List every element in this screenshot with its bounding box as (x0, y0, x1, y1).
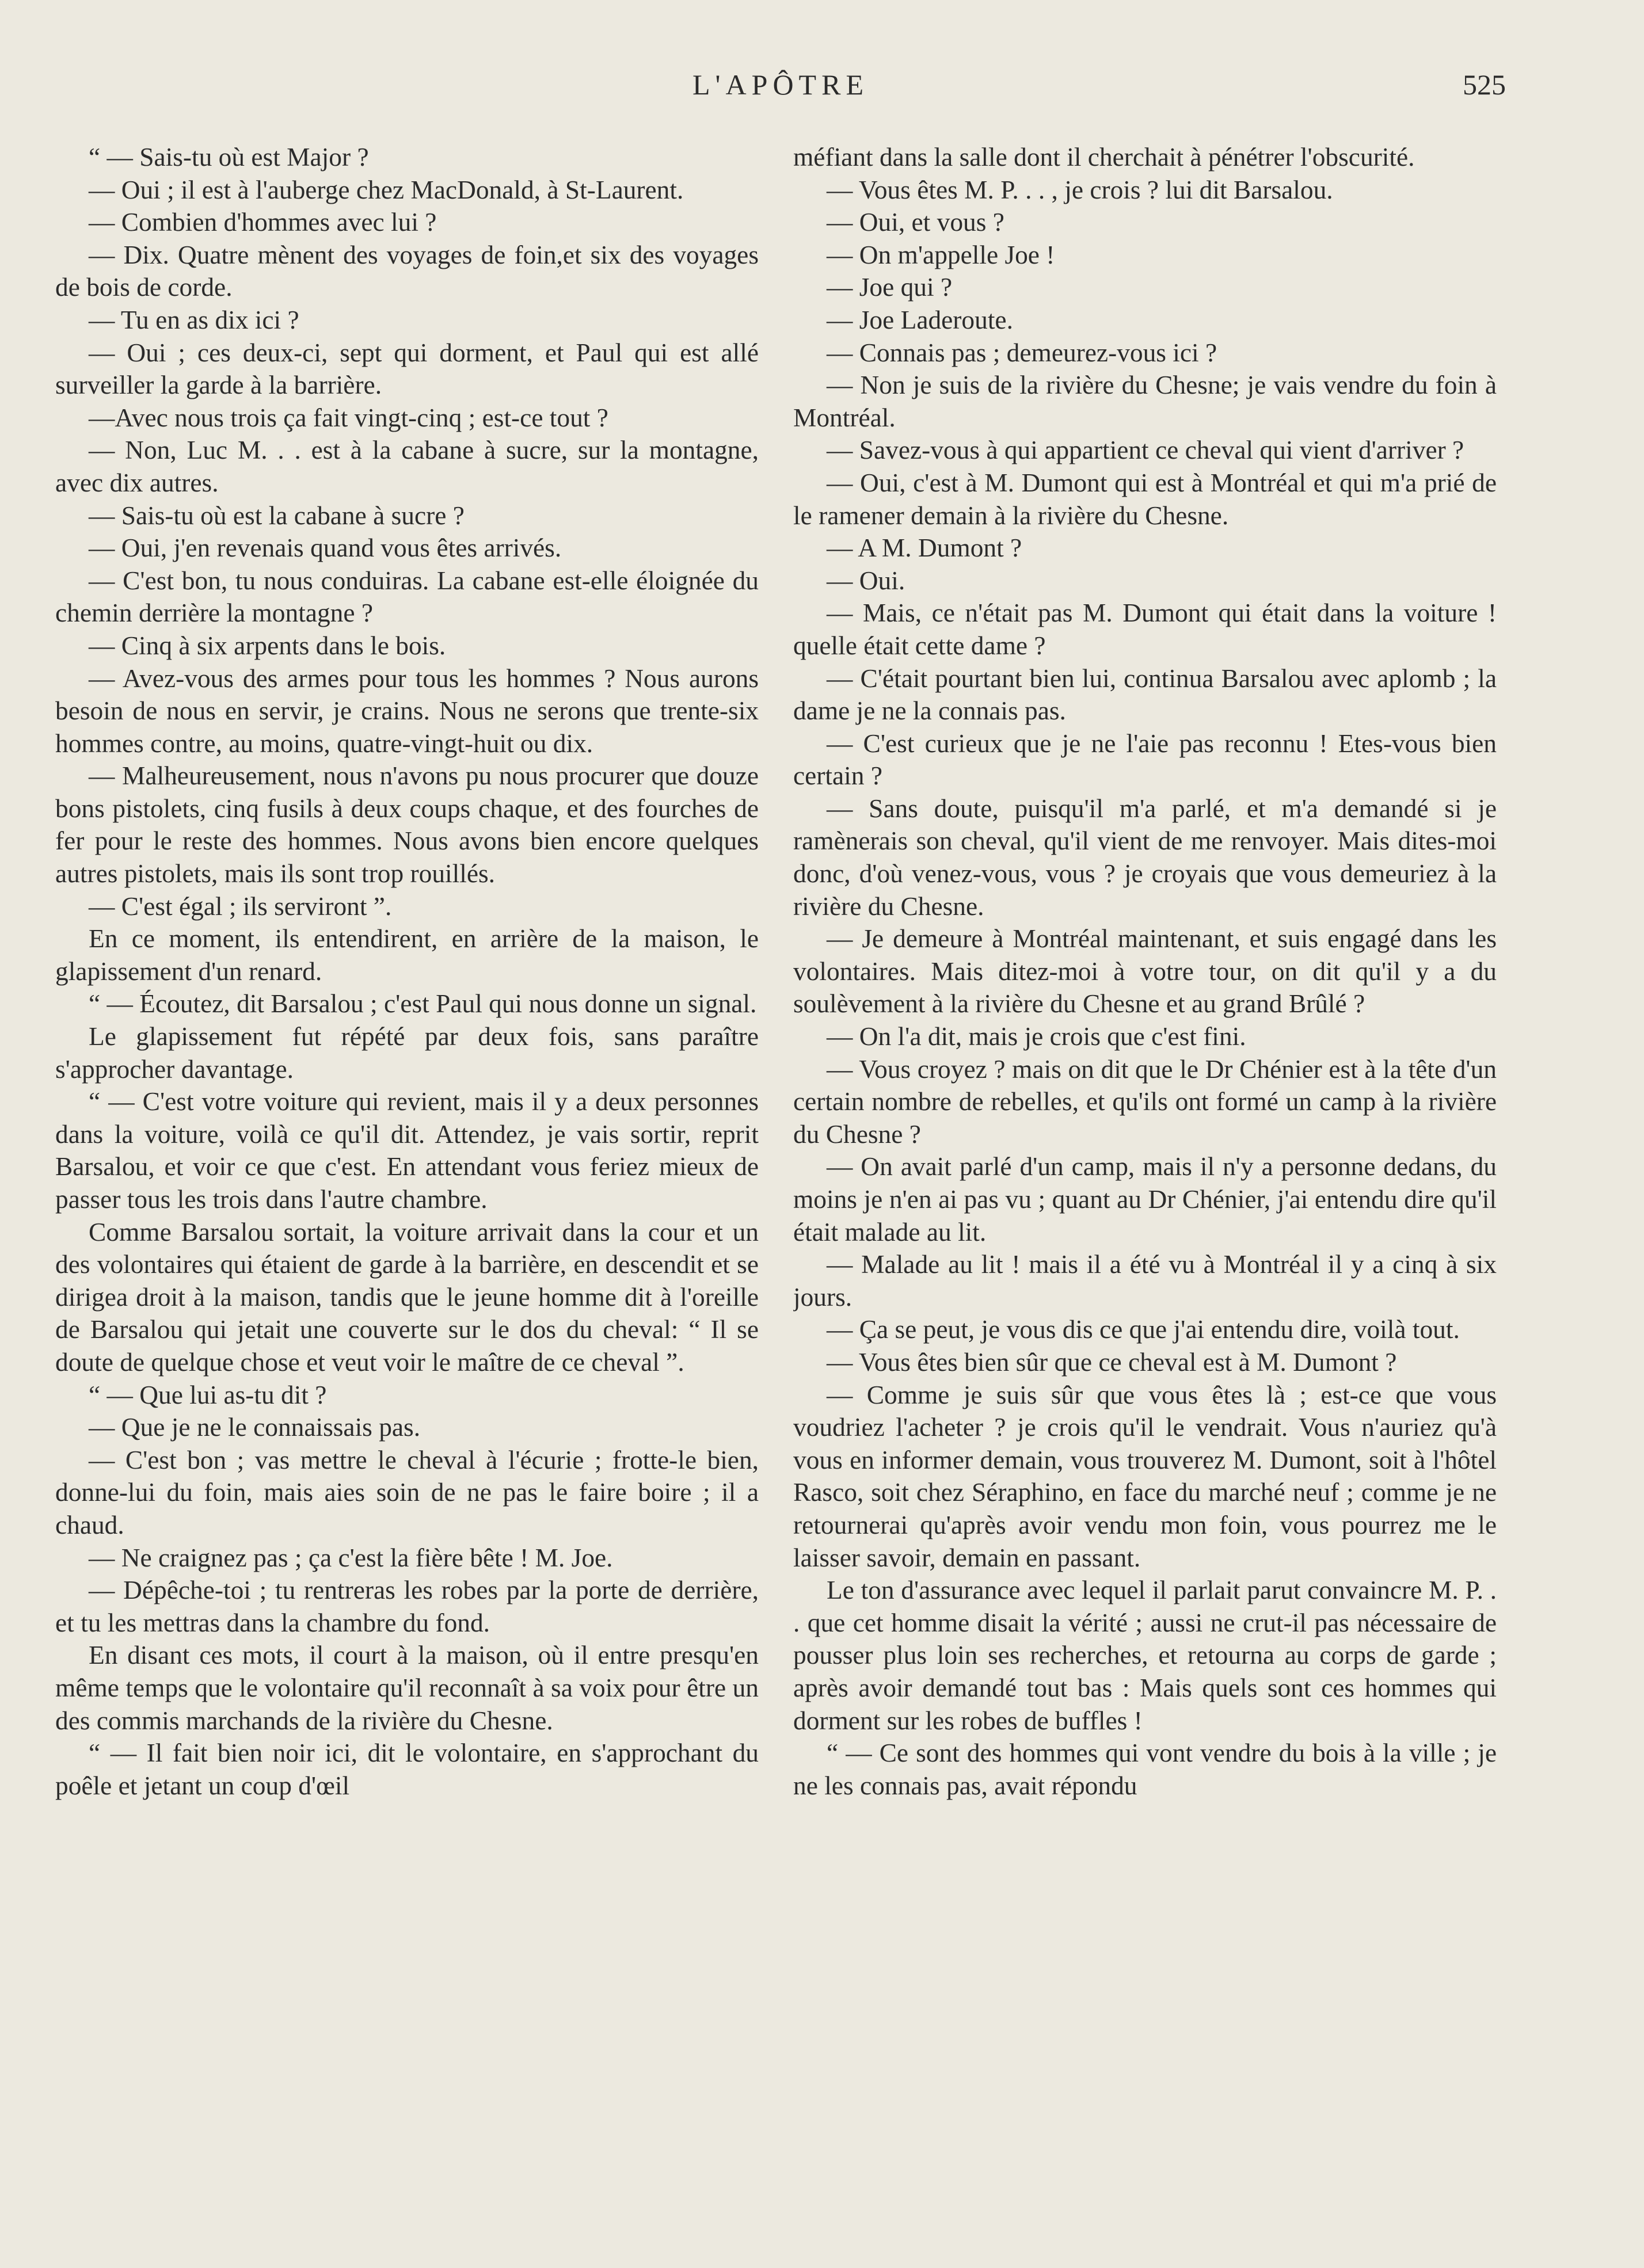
paragraph: — Non je suis de la rivière du Chesne; je vais vendre du foin à Montréal. (793, 371, 1497, 432)
paragraph: —Avec nous trois ça fait vingt-cinq ; est-ce tout ? (89, 403, 608, 432)
paragraph: — Que je ne le connaissais pas. (89, 1413, 421, 1442)
paragraph: Le glapissement fut répété par deux fois, sans paraître s'approcher davantage. (55, 1022, 759, 1084)
paragraph: — C'est bon, tu nous conduiras. La cabane est-elle éloignée du chemin derrière la montagne ? (55, 566, 759, 628)
right-column (793, 141, 1497, 2224)
paragraph: — On m'appelle Joe ! (827, 240, 1055, 269)
paragraph: — Sais-tu où est la cabane à sucre ? (89, 501, 465, 530)
paragraph: — C'était pourtant bien lui, continua Barsalou avec aplomb ; la dame je ne la connais pas. (793, 664, 1497, 726)
paragraph: — On l'a dit, mais je crois que c'est fini. (827, 1022, 1246, 1051)
paragraph: “ — Écoutez, dit Barsalou ; c'est Paul qui nous donne un signal. (89, 989, 757, 1019)
paragraph: En ce moment, ils entendirent, en arrière de la maison, le glapissement d'un renard. (55, 924, 759, 986)
paragraph: — Oui ; ces deux-ci, sept qui dorment, et Paul qui est allé surveiller la garde à la barrière. (55, 338, 759, 400)
paragraph: — Cinq à six arpents dans le bois. (89, 631, 446, 660)
paragraph: “ — C'est votre voiture qui revient, mais il y a deux personnes dans la voiture, voilà ce qu'il dit. Attendez, je vais sortir, reprit Barsalou, et voir ce que c'est. En attendant vous feriez mieux de passer tous les trois dans l'autre chambre. (55, 1087, 759, 1214)
paragraph: Le ton d'assurance avec lequel il parlait parut convaincre M. P. . . que cet homme disait la vérité ; aussi ne crut-il pas nécessaire de pousser plus loin ses recherches, et retourna au corps de garde ; après avoir demandé tout bas : Mais quels sont ces hommes qui dorment sur les robes de buffles ! (793, 1576, 1497, 1735)
paragraph: — Dépêche-toi ; tu rentreras les robes par la porte de derrière, et tu les mettras dans la chambre du fond. (55, 1576, 759, 1637)
paragraph: — C'est égal ; ils serviront ”. (89, 891, 392, 921)
paragraph: — Oui. (827, 566, 905, 595)
paragraph: — Joe Laderoute. (827, 305, 1013, 334)
left-column (55, 141, 759, 2224)
paragraph: “ — Sais-tu où est Major ? (89, 143, 369, 171)
paragraph: — Je demeure à Montréal maintenant, et suis engagé dans les volontaires. Mais ditez-moi à votre tour, on dit qu'il y a du soulèvement à la rivière du Chesne et au grand Brûlé ? (793, 924, 1497, 1019)
paragraph: — A M. Dumont ? (827, 533, 1022, 563)
paragraph: — Avez-vous des armes pour tous les hommes ? Nous aurons besoin de nous en servir, je crains. Nous ne serons que trente-six hommes contre, au moins, quatre-vingt-huit ou dix. (55, 664, 759, 758)
paragraph: — Vous êtes M. P. . . , je crois ? lui dit Barsalou. (827, 175, 1333, 204)
paragraph: — Dix. Quatre mènent des voyages de foin,et six des voyages de bois de corde. (55, 240, 759, 302)
paragraph: — Oui, c'est à M. Dumont qui est à Montréal et qui m'a prié de le ramener demain à la rivière du Chesne. (793, 468, 1497, 530)
paragraph: — C'est curieux que je ne l'aie pas reconnu ! Etes-vous bien certain ? (793, 729, 1497, 791)
paragraph: — Comme je suis sûr que vous êtes là ; est-ce que vous voudriez l'acheter ? je crois qu'il le vendrait. Vous n'auriez qu'à vous en informer demain, vous trouverez M. Dumont, soit à l'hôtel Rasco, soit chez Séraphino, en face du marché neuf ; comme je ne retournerai qu'après avoir vendu mon foin, vous pourrez me le laisser savoir, demain en passant. (793, 1380, 1497, 1572)
paragraph: — Vous êtes bien sûr que ce cheval est à M. Dumont ? (827, 1347, 1397, 1377)
paragraph: — Malheureusement, nous n'avons pu nous procurer que douze bons pistolets, cinq fusils à deux coups chaque, et des fourches de fer pour le reste des hommes. Nous avons bien encore quelques autres pistolets, mais ils sont trop rouillés. (55, 761, 759, 889)
paragraph: — Vous croyez ? mais on dit que le Dr Chénier est à la tête d'un certain nombre de rebelles, et qu'ils ont formé un camp à la rivière du Chesne ? (793, 1054, 1497, 1149)
paragraph: Comme Barsalou sortait, la voiture arrivait dans la cour et un des volontaires qui étaient de garde à la barrière, en descendit et se dirigea droit à la maison, tandis que le jeune homme dit à l'oreille de Barsalou qui jetait une couverte sur le dos du cheval: “ Il se doute de quelque chose et veut voir le maître de ce cheval ”. (55, 1217, 759, 1377)
paragraph: “ — Que lui as-tu dit ? (89, 1380, 327, 1409)
paragraph: — Non, Luc M. . . est à la cabane à sucre, sur la montagne, avec dix autres. (55, 436, 759, 497)
paragraph: — Ça se peut, je vous dis ce que j'ai entendu dire, voilà tout. (827, 1315, 1460, 1344)
paragraph: — Oui, et vous ? (827, 208, 1004, 237)
paragraph: — Combien d'hommes avec lui ? (89, 208, 437, 237)
paragraph: — Sans doute, puisqu'il m'a parlé, et m'a demandé si je ramènerais son cheval, qu'il vient de me renvoyer. Mais dites-moi donc, d'où venez-vous, vous ? je croyais que vous demeuriez à la rivière du Chesne. (793, 794, 1497, 921)
paragraph: “ — Ce sont des hommes qui vont vendre du bois à la ville ; je ne les connais pas, avait répondu (793, 1739, 1497, 1800)
paragraph-continued: méfiant dans la salle dont il cherchait à pénétrer l'obscurité. (793, 143, 1415, 171)
paragraph: — Connais pas ; demeurez-vous ici ? (827, 338, 1217, 367)
paragraph: — Oui, j'en revenais quand vous êtes arrivés. (89, 533, 562, 563)
paragraph: — Malade au lit ! mais il a été vu à Montréal il y a cinq à six jours. (793, 1250, 1497, 1312)
paragraph: — Tu en as dix ici ? (89, 305, 299, 334)
paragraph: — On avait parlé d'un camp, mais il n'y a personne dedans, du moins je n'en ai pas vu ; quant au Dr Chénier, j'ai entendu dire qu'il était malade au lit. (793, 1152, 1497, 1247)
paragraph: — Ne craignez pas ; ça c'est la fière bête ! M. Joe. (89, 1543, 613, 1572)
page-number: 525 (1463, 68, 1506, 101)
paragraph: — Savez-vous à qui appartient ce cheval qui vient d'arriver ? (827, 436, 1464, 465)
paragraph: — Joe qui ? (827, 273, 953, 302)
page-header (55, 63, 1506, 109)
paragraph: “ — Il fait bien noir ici, dit le volontaire, en s'approchant du poêle et jetant un coup d'œil (55, 1739, 759, 1800)
paragraph: — C'est bon ; vas mettre le cheval à l'écurie ; frotte-le bien, donne-lui du foin, mais aies soin de ne pas le faire boire ; il a chaud. (55, 1445, 759, 1539)
paragraph: — Oui ; il est à l'auberge chez MacDonald, à St-Laurent. (89, 175, 684, 204)
paragraph: — Mais, ce n'était pas M. Dumont qui était dans la voiture ! quelle était cette dame ? (793, 599, 1497, 660)
running-title: L'APÔTRE (692, 68, 869, 101)
paragraph: En disant ces mots, il court à la maison, où il entre presqu'en même temps que le volontaire qu'il reconnaît à sa voix pour être un des commis marchands de la rivière du Chesne. (55, 1641, 759, 1735)
